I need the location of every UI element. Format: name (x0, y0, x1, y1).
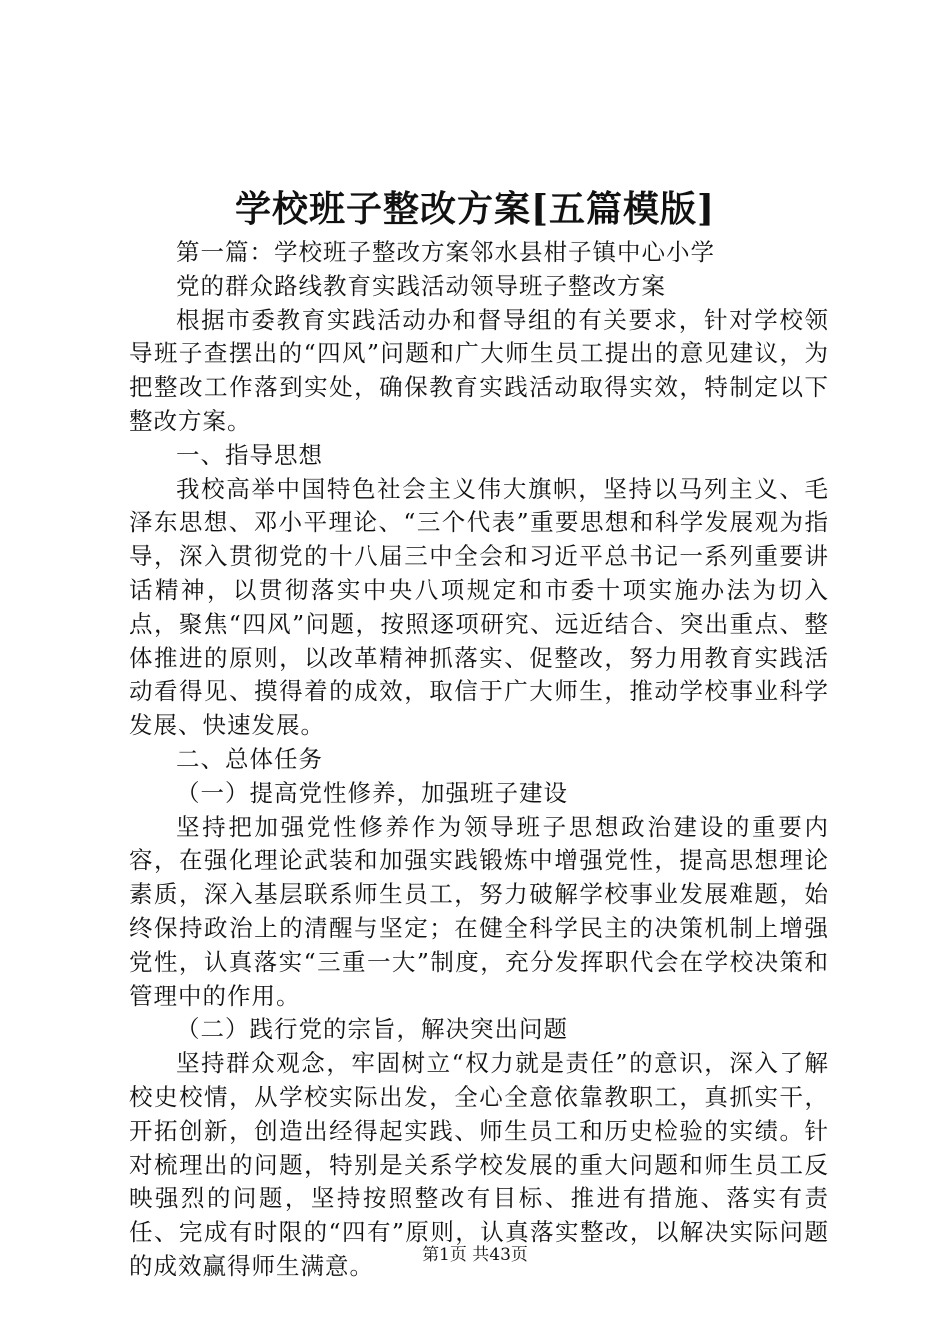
paragraph-section-heading: 第一篇：学校班子整改方案邻水县柑子镇中心小学 (176, 238, 715, 266)
paragraph-task-2: 坚持群众观念，牢固树立“权力就是责任”的意识，深入了解校史校情，从学校实际出发，全心全意依靠教职工，真抓实干，开拓创新，创造出经得起实践、师生员工和历史检验的实绩。针对梳理出的问题，特别是关系学校发展的重大问题和师生员工反映强烈的问题，坚持按照整改有目标、推进有措施、落实有责任、完成有时限的“四有”原则，认真落实整改，以解决实际问题的成效赢得师生满意。 (129, 1049, 829, 1280)
heading-overall-task: 二、总体任务 (176, 744, 323, 773)
paragraph-task-1: 坚持把加强党性修养作为领导班子思想政治建设的重要内容，在强化理论武装和加强实践锻炼中增强党性，提高思想理论素质，深入基层联系师生员工，努力破解学校事业发展难题，始终保持政治上的清醒与坚定；在健全科学民主的决策机制上增强党性，认真落实“三重一大”制度，充分发挥职代会在学校决策和管理中的作用。 (129, 812, 829, 1010)
heading-guiding-thought: 一、指导思想 (176, 440, 323, 469)
page-number: 第1页 共43页 (422, 1245, 528, 1265)
paragraph-subtitle: 党的群众路线教育实践活动领导班子整改方案 (176, 271, 666, 300)
subheading-task-1: （一）提高党性修养，加强班子建设 (176, 778, 568, 807)
document-body (129, 236, 829, 1284)
paragraph-intro: 根据市委教育实践活动办和督导组的有关要求，针对学校领导班子查摆出的“四风”问题和广大师生员工提出的意见建议，为把整改工作落到实处，确保教育实践活动取得实效，特制定以下整改方案。 (129, 305, 829, 435)
subheading-task-2: （二）践行党的宗旨，解决突出问题 (176, 1015, 568, 1044)
paragraph-guiding-thought: 我校高举中国特色社会主义伟大旗帜，坚持以马列主义、毛泽东思想、邓小平理论、“三个代表”重要思想和科学发展观为指导，深入贯彻党的十八届三中全会和习近平总书记一系列重要讲话精神，以贯彻落实中央八项规定和市委十项实施办法为切入点，聚焦“四风”问题，按照逐项研究、远近结合、突出重点、整体推进的原则，以改革精神抓落实、促整改，努力用教育实践活动看得见、摸得着的成效，取信于广大师生，推动学校事业科学发展、快速发展。 (129, 474, 829, 740)
document-title: 学校班子整改方案[五篇模版] (234, 188, 716, 230)
